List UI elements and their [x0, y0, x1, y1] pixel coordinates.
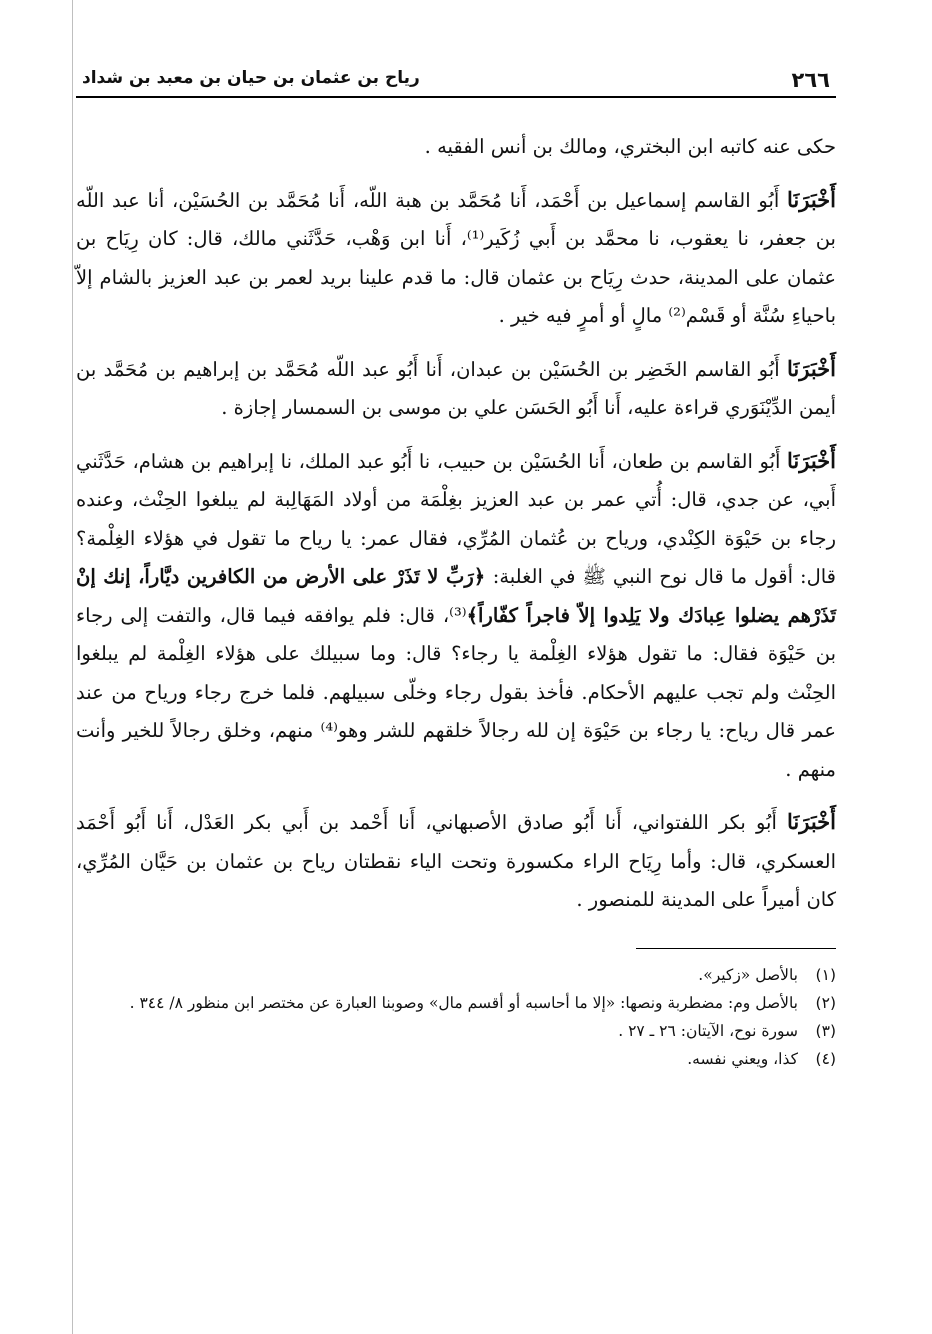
paragraph-lead: أَخْبَرَنَا	[787, 186, 836, 212]
scan-edge-line	[72, 0, 73, 1334]
footnote-3	[76, 1017, 836, 1045]
paragraph-5	[76, 803, 836, 920]
paragraph-text-after: ⁽³⁾، قال: فلم يوافقه فيما قال، والتفت إلى رجاء بن حَيْوَة فقال: ما تقول هؤلاء الغِلْمة يا رجاء؟ قال: وما سبيلك على هؤلاء الغِلْمة لم يبلغوا الحِنْث ولم تجب عليهم الأحكام. فأخذ بقول رجاء وخلّى سبيلهم. فلما خرج رجاء ورياح من عند عمر قال رياح: يا رجاء بن حَيْوَة إن لله رجالاً خلقهم للشر وهو⁽⁴⁾ منهم، وخلق رجالاً للخير وأنت منهم .	[76, 603, 837, 781]
footnote-number: (١)	[815, 965, 836, 984]
paragraph-lead: أَخْبَرَنَا	[787, 447, 836, 473]
paragraph-lead: أَخْبَرَنَا	[787, 355, 836, 381]
footnotes	[76, 961, 836, 1073]
paragraph-text: أَبُو القاسم بن طعان، أَنا الحُسَيْن بن حبيب، نا أَبُو عبد الملك، نا إبراهيم بن هشام، حَدَّثَني أَبي، عن جدي، قال: أُتي عمر بن عبد العزيز بغِلْمَة من أولاد المَهَالِبة لم يبلغوا الحِنْث، وعنده رجاء بن حَيْوَة الكِنْدي، ورياح بن عُثمان المُرِّي، فقال عمر: يا رياح ما تقول في هؤلاء الغِلْمة؟ قال: أقول ما قال نوح النبي ﷺ في الغلبة:	[76, 449, 836, 588]
footnote-text: سورة نوح، الآيتان: ٢٦ ـ ٢٧ .	[618, 1021, 798, 1040]
book-page	[76, 60, 836, 1280]
footnote-number: (٣)	[815, 1021, 836, 1040]
paragraph-text: أَبُو القاسم الخَضِر بن الحُسَيْن بن عبدان، أَنا أَبُو عبد اللّه مُحَمَّد بن إبراهيم بن مُحَمَّد بن أيمن الدِّيْنَوَري قراءة عليه، أَنا أَبُو الحَسَن علي بن موسى بن السمسار إجازة .	[76, 357, 836, 419]
page-body	[76, 98, 836, 920]
paragraph-text: أَبُو بكر اللفتواني، أَنا أَبُو صادق الأصبهاني، أَنا أَحْمد بن أَبي بكر العَدْل، أَنا أَبُو أَحْمَد العسكري، قال: وأما رِيَاح الراء مكسورة وتحت الياء نقطتان رياح بن عثمان بن حَيَّان المُرِّي، كان أميراً على المدينة للمنصور .	[76, 811, 836, 911]
paragraph-3	[76, 350, 836, 428]
footnote-text: كذا، ويعني نفسه.	[687, 1049, 798, 1068]
page-number: ٢٦٦	[791, 68, 830, 92]
paragraph-lead: أَخْبَرَنَا	[787, 809, 836, 834]
quran-quote: ﴿رَبِّ لا تَذَرْ على الأرض من الكافرين ديَّاراً، إنك إنْ تَذَرْهم يضلوا عِبادَك ولا يَلِدوا إلاّ فاجراً كفّاراً﴾	[76, 565, 836, 627]
footnote-text: بالأصل وم: مضطربة ونصها: «إلا ما أحاسبه أو أقسم مال» وصوبنا العبارة عن مختصر ابن منظور ٨/ ٣٤٤ .	[129, 993, 798, 1012]
paragraph-1	[76, 128, 836, 167]
footnote-2	[76, 989, 836, 1017]
footnote-number: (٢)	[815, 993, 836, 1012]
footnote-separator	[636, 948, 836, 949]
footnote-1	[76, 961, 836, 989]
paragraph-text: أَبُو القاسم إسماعيل بن أَحْمَد، أَنا مُحَمَّد بن هبة اللّه، أَنا مُحَمَّد بن الحُسَيْن، أنا عبد اللّه بن جعفر، نا يعقوب، نا محمَّد بن أَبي زُكَير⁽¹⁾، أَنا ابن وَهْب، حَدَّثَني مالك، قال: كان رِيَاح بن عثمان على المدينة، حدث رِيَاح بن عثمان قال: ما قدم علينا بريد لعمر بن عبد العزيز بالشام إلاّ باحياءِ سُنَّة أو قَسْم⁽²⁾ مالٍ أو أمرٍ فيه خير .	[76, 188, 836, 327]
running-title: رياح بن عثمان بن حيان بن معبد بن شداد	[82, 68, 420, 88]
footnote-number: (٤)	[815, 1049, 836, 1068]
footnote-text: بالأصل «زكير».	[698, 965, 798, 984]
paragraph-2	[76, 181, 836, 336]
paragraph-text: حكى عنه كاتبه ابن البختري، ومالك بن أنس الفقيه .	[424, 135, 836, 158]
page-header	[76, 60, 836, 98]
paragraph-4	[76, 442, 836, 790]
footnote-4	[76, 1045, 836, 1073]
